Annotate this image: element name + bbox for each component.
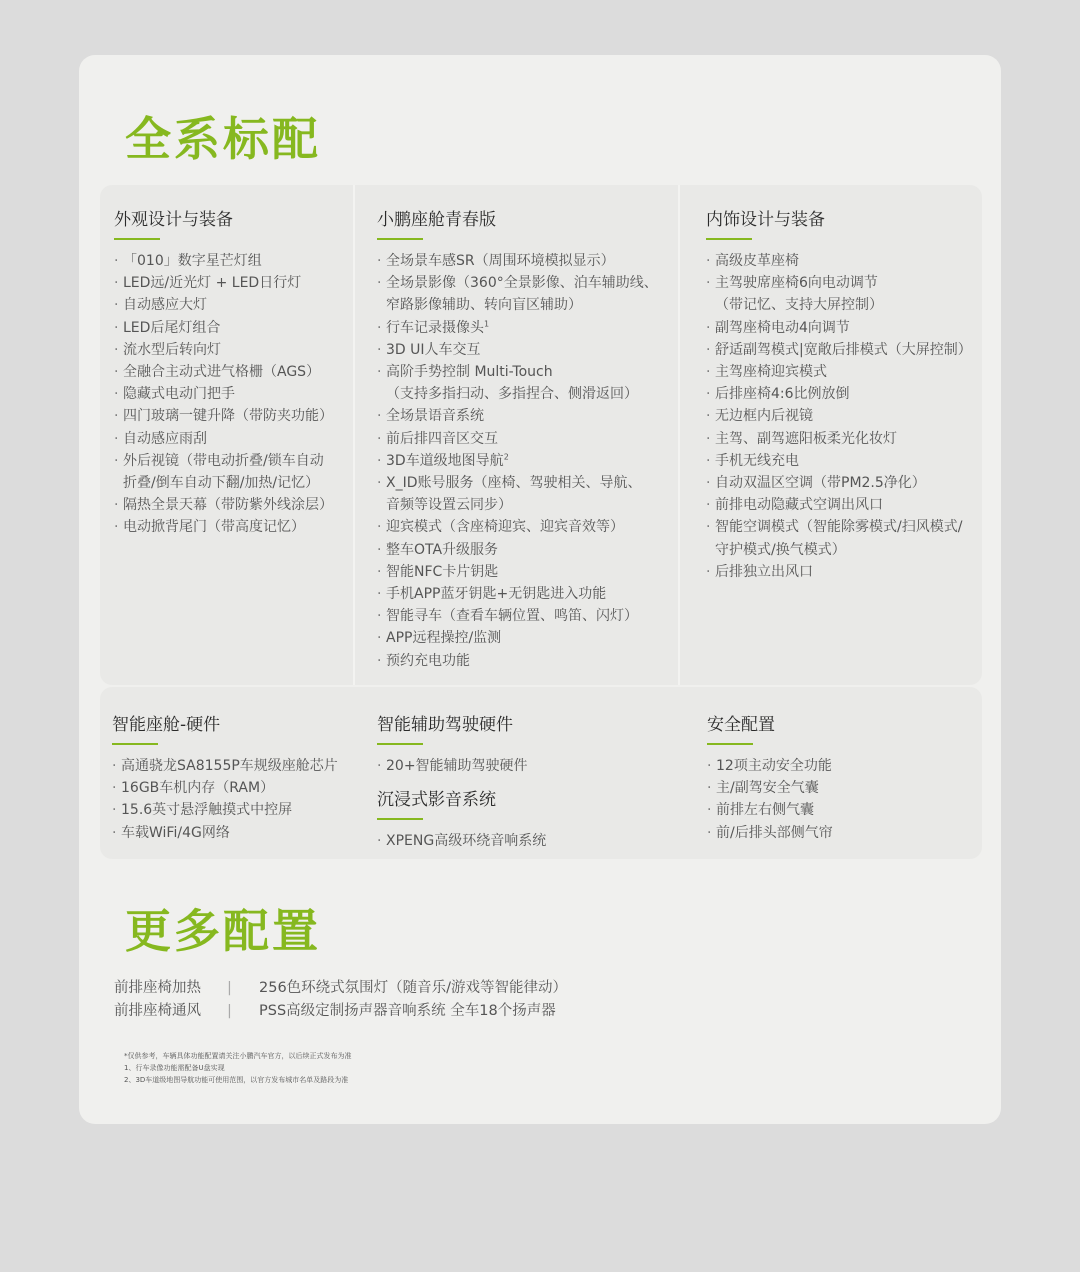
feature-text: 12项主动安全功能 xyxy=(716,758,832,774)
feature-item xyxy=(706,561,972,583)
section-safety xyxy=(707,710,833,844)
feature-item xyxy=(706,250,972,272)
feature-text: 20+智能辅助驾驶硬件 xyxy=(386,758,528,774)
feature-text: 前后排四音区交互 xyxy=(386,430,498,447)
feature-item xyxy=(114,361,333,383)
feature-item xyxy=(377,250,658,272)
feature-list xyxy=(112,755,338,844)
feature-text: 音频等设置云同步） xyxy=(386,497,512,514)
more-config-row xyxy=(114,977,567,1000)
more-config-row xyxy=(114,1000,567,1023)
feature-item xyxy=(377,450,658,472)
section-title: 外观设计与装备 xyxy=(114,205,333,240)
feature-text: （支持多指扫动、多指捏合、侧滑返回） xyxy=(386,386,638,403)
feature-text: 自动感应雨刮 xyxy=(123,430,207,447)
feature-text: 电动掀背尾门（带高度记忆） xyxy=(123,519,305,536)
feature-text: 智能寻车（查看车辆位置、鸣笛、闪灯） xyxy=(386,608,638,625)
feature-item xyxy=(377,317,658,339)
column-divider xyxy=(678,185,680,685)
feature-text: 主驾、副驾遮阳板柔光化妆灯 xyxy=(715,430,897,447)
feature-item xyxy=(377,561,658,583)
feature-text: 主驾座椅迎宾模式 xyxy=(715,364,827,381)
footnote: 1、行车录像功能需配备U盘实现 xyxy=(124,1064,225,1072)
feature-text: 全场景语音系统 xyxy=(386,408,484,425)
feature-item xyxy=(377,830,546,852)
more-separator: | xyxy=(227,980,232,996)
feature-item xyxy=(377,339,658,361)
feature-text: 前排电动隐藏式空调出风口 xyxy=(715,497,883,514)
feature-text: 隐藏式电动门把手 xyxy=(123,386,235,403)
feature-text: LED远/近光灯 + LED日行灯 xyxy=(123,275,302,292)
feature-text: 15.6英寸悬浮触摸式中控屏 xyxy=(121,802,293,819)
feature-text: 后排座椅4:6比例放倒 xyxy=(715,386,850,403)
feature-item xyxy=(112,822,338,844)
section-hardware xyxy=(112,710,338,844)
more-item-right: PSS高级定制扬声器音响系统 全车18个扬声器 xyxy=(259,1003,556,1019)
section-title: 智能辅助驾驶硬件 xyxy=(377,710,546,745)
more-item-right: 256色环绕式氛围灯（随音乐/游戏等智能律动） xyxy=(259,980,568,996)
feature-text: （带记忆、支持大屏控制） xyxy=(715,297,883,314)
feature-text: 高通骁龙SA8155P车规级座舱芯片 xyxy=(121,758,338,774)
config-card xyxy=(79,55,1001,1124)
feature-item xyxy=(377,361,658,405)
feature-item xyxy=(377,650,658,672)
section-title-audio: 沉浸式影音系统 xyxy=(377,785,546,820)
section-title: 智能座舱-硬件 xyxy=(112,710,338,745)
feature-item xyxy=(706,317,972,339)
feature-text: 流水型后转向灯 xyxy=(123,341,221,358)
standard-panel-bottom xyxy=(100,687,982,859)
feature-text: 全场景影像（360°全景影像、泊车辅助线、 xyxy=(386,275,658,292)
feature-text: 高级皮革座椅 xyxy=(715,253,799,269)
feature-text: 自动双温区空调（带PM2.5净化） xyxy=(715,475,926,492)
feature-item xyxy=(114,250,333,272)
feature-text: 3D UI人车交互 xyxy=(386,341,481,358)
more-item-left: 前排座椅通风 xyxy=(114,1003,201,1019)
feature-text: 全场景车感SR（周围环境模拟显示） xyxy=(386,253,615,269)
feature-item xyxy=(706,361,972,383)
section-adas xyxy=(377,710,546,852)
feature-text: 行车记录摄像头 xyxy=(386,319,484,336)
section-interior xyxy=(706,205,972,583)
standard-config-title: 全系标配 xyxy=(125,112,321,166)
feature-text: 前排左右侧气囊 xyxy=(716,802,814,819)
feature-text: 智能NFC卡片钥匙 xyxy=(386,563,499,580)
feature-item xyxy=(114,317,333,339)
feature-item xyxy=(377,583,658,605)
feature-item xyxy=(112,799,338,821)
feature-list xyxy=(377,830,546,852)
feature-item xyxy=(114,405,333,427)
feature-list xyxy=(706,250,972,583)
feature-item xyxy=(706,494,972,516)
feature-item xyxy=(706,428,972,450)
feature-text: 3D车道级地图导航 xyxy=(386,452,504,469)
feature-item xyxy=(706,339,972,361)
footnote: *仅供参考，车辆具体功能配置请关注小鹏汽车官方，以后续正式发布为准 xyxy=(124,1052,352,1060)
feature-item xyxy=(377,627,658,649)
feature-item xyxy=(706,472,972,494)
feature-item xyxy=(112,755,338,777)
feature-text: 手机无线充电 xyxy=(715,452,799,469)
feature-item xyxy=(114,450,333,494)
feature-list xyxy=(114,250,333,539)
feature-text: 自动感应大灯 xyxy=(123,297,207,314)
feature-text: X_ID账号服务（座椅、驾驶相关、导航、 xyxy=(386,475,642,492)
feature-text: 守护模式/换气模式） xyxy=(715,541,846,558)
feature-item xyxy=(377,605,658,627)
more-config-title: 更多配置 xyxy=(125,904,321,958)
section-exterior xyxy=(114,205,333,539)
feature-text: XPENG高级环绕音响系统 xyxy=(386,833,547,850)
feature-text: 智能空调模式（智能除雾模式/扫风模式/ xyxy=(715,519,963,536)
feature-item xyxy=(706,405,972,427)
more-config-list xyxy=(114,977,567,1023)
section-cockpit xyxy=(377,205,658,672)
feature-text: 「010」数字星芒灯组 xyxy=(123,253,262,269)
feature-text: 四门玻璃一键升降（带防夹功能） xyxy=(123,408,333,425)
feature-text: 高阶手势控制 Multi-Touch xyxy=(386,364,553,381)
feature-item xyxy=(707,799,833,821)
footnote-marker: 1 xyxy=(484,318,490,328)
feature-text: 16GB车机内存（RAM） xyxy=(121,780,275,797)
feature-list xyxy=(707,755,833,844)
feature-item xyxy=(377,272,658,316)
feature-item xyxy=(377,405,658,427)
feature-text: 外后视镜（带电动折叠/锁车自动 xyxy=(123,452,324,469)
feature-item xyxy=(377,755,546,777)
footnote: 2、3D车道级地图导航功能可使用范围，以官方发布城市名单及路段为准 xyxy=(124,1076,349,1084)
feature-text: 主驾驶席座椅6向电动调节 xyxy=(715,275,878,292)
feature-item xyxy=(706,383,972,405)
feature-text: 车载WiFi/4G网络 xyxy=(121,824,230,841)
feature-list xyxy=(377,250,658,672)
feature-text: 主/副驾安全气囊 xyxy=(716,780,819,797)
feature-text: APP远程操控/监测 xyxy=(386,630,502,647)
feature-text: 隔热全景天幕（带防紫外线涂层） xyxy=(123,497,333,514)
more-item-left: 前排座椅加热 xyxy=(114,980,201,996)
footnotes xyxy=(124,1050,352,1086)
feature-text: 前/后排头部侧气帘 xyxy=(716,824,833,841)
feature-item xyxy=(114,294,333,316)
feature-item xyxy=(707,755,833,777)
feature-text: 预约充电功能 xyxy=(386,652,470,669)
section-title: 小鹏座舱青春版 xyxy=(377,205,658,240)
feature-item xyxy=(114,428,333,450)
feature-item xyxy=(114,494,333,516)
feature-text: 全融合主动式进气格栅（AGS） xyxy=(123,364,321,381)
section-title: 安全配置 xyxy=(707,710,833,745)
column-divider xyxy=(353,185,355,685)
feature-text: 窄路影像辅助、转向盲区辅助） xyxy=(386,297,582,314)
feature-item xyxy=(114,272,333,294)
feature-item xyxy=(112,777,338,799)
footnote-marker: 2 xyxy=(503,452,509,462)
feature-item xyxy=(707,777,833,799)
section-title: 内饰设计与装备 xyxy=(706,205,972,240)
feature-text: 迎宾模式（含座椅迎宾、迎宾音效等） xyxy=(386,519,624,536)
standard-panel-top xyxy=(100,185,982,685)
feature-item xyxy=(377,539,658,561)
feature-item xyxy=(377,472,658,516)
feature-text: 整车OTA升级服务 xyxy=(386,541,499,558)
feature-item xyxy=(114,339,333,361)
feature-item xyxy=(377,516,658,538)
feature-item xyxy=(114,516,333,538)
feature-list xyxy=(377,755,546,777)
feature-text: 手机APP蓝牙钥匙+无钥匙进入功能 xyxy=(386,586,607,603)
feature-text: 无边框内后视镜 xyxy=(715,408,813,425)
feature-text: 副驾座椅电动4向调节 xyxy=(715,319,850,336)
feature-text: LED后尾灯组合 xyxy=(123,319,221,336)
feature-item xyxy=(377,428,658,450)
feature-item xyxy=(706,272,972,316)
feature-item xyxy=(706,450,972,472)
feature-text: 后排独立出风口 xyxy=(715,563,813,580)
feature-text: 舒适副驾模式|宽敞后排模式（大屏控制） xyxy=(715,341,972,358)
feature-item xyxy=(706,516,972,560)
feature-text: 折叠/倒车自动下翻/加热/记忆） xyxy=(123,475,320,492)
feature-item xyxy=(114,383,333,405)
more-separator: | xyxy=(227,1003,232,1019)
feature-item xyxy=(707,822,833,844)
